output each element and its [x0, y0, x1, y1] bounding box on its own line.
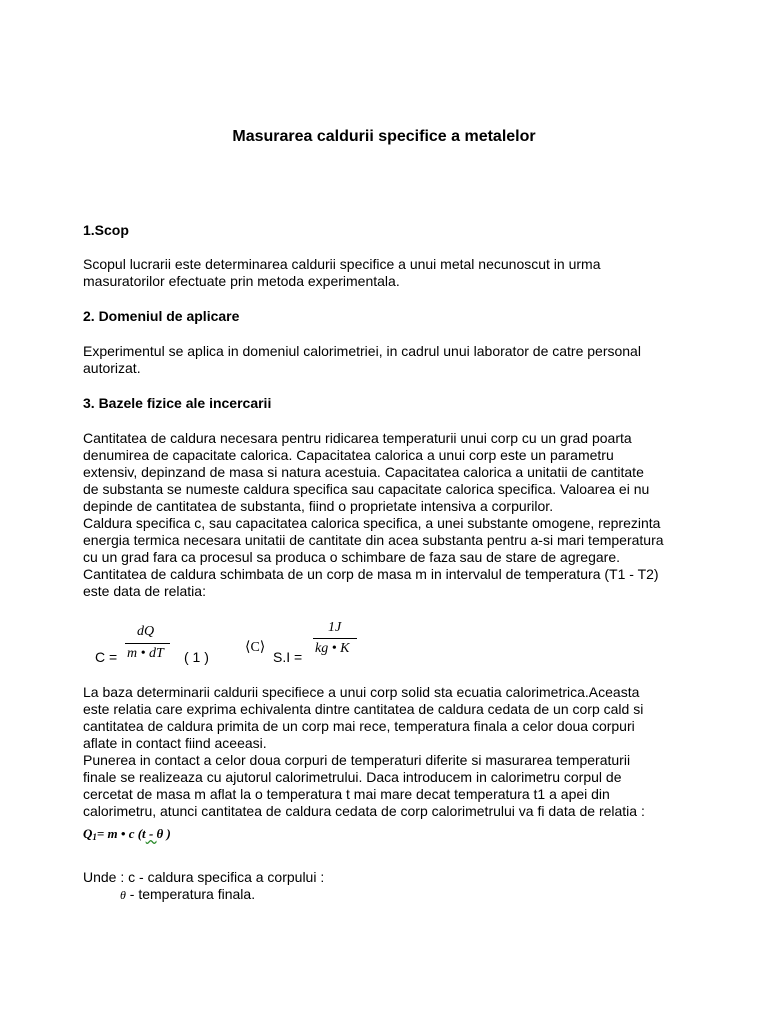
- paragraph-line: Experimentul se aplica in domeniul calorimetriei, in cadrul unui laborator de catre personal: [83, 343, 641, 359]
- theta-symbol: θ: [120, 888, 126, 902]
- paragraph-calorimetric-equation: [83, 684, 723, 820]
- paragraph-line: cu un grad fara ca procesul sa produca o schimbare de faza sau de stare de agregare.: [83, 549, 620, 565]
- paragraph-line: Cantitatea de caldura schimbata de un corp de masa m in intervalul de temperatura (T1 - T2): [83, 566, 659, 582]
- formula-denominator: m • dT: [127, 646, 164, 661]
- paragraph-line: este data de relatia:: [83, 583, 206, 599]
- paragraph-line: calorimetru, atunci cantitatea de caldura cedata de corp calorimetrului va fi data de relatia :: [83, 803, 645, 819]
- paragraph-line: de substanta se numeste caldura specifica sau capacitate calorica specifica. Valoarea ei nu: [83, 481, 650, 497]
- formula-q-subscript: 1: [92, 832, 97, 842]
- paragraph-line: cantitatea de caldura primita de un corp mai rece, temperatura finala a celor doua corpuri: [83, 718, 635, 734]
- formula-body: = m • c (t: [96, 826, 146, 841]
- paragraph-line: extensiv, depinzand de masa si natura acestuia. Capacitatea calorica a unitatii de cantitate: [83, 464, 644, 480]
- section-heading-scop: 1.Scop: [83, 222, 129, 238]
- unit-symbol: ⟨C⟩: [245, 640, 266, 655]
- formula-q: Q: [83, 826, 93, 841]
- document-title: Masurarea caldurii specifice a metalelor: [232, 128, 536, 145]
- fraction-line: [313, 638, 357, 639]
- paragraph-line: Cantitatea de caldura necesara pentru ridicarea temperaturii unui corp cu un grad poarta: [83, 430, 632, 446]
- unit-denominator: kg • K: [315, 641, 350, 656]
- section-heading-domeniu: 2. Domeniul de aplicare: [83, 308, 240, 324]
- paragraph-line: cercetat de masa m aflat la o temperatura t mai mare decat temperatura t1 a apei din: [83, 786, 610, 802]
- section-heading-bazele-fizice: 3. Bazele fizice ale incercarii: [83, 395, 272, 411]
- paragraph-line: Scopul lucrarii este determinarea caldurii specifice a unui metal necunoscut in urma: [83, 256, 601, 272]
- paragraph-line: este relatia care exprima echivalenta dintre cantitatea de caldura cedata de un corp cald si: [83, 701, 644, 717]
- legend-line-specific-heat: Unde : c - caldura specifica a corpului :: [83, 869, 325, 885]
- legend-text: - temperatura finala.: [125, 886, 256, 902]
- paragraph-line: masuratorilor efectuate prin metoda experimentala.: [83, 273, 400, 289]
- formula-end: θ ): [156, 826, 171, 841]
- paragraph-line: autorizat.: [83, 360, 141, 376]
- formula-numerator: dQ: [137, 624, 155, 639]
- fraction-line: [125, 643, 170, 644]
- formula-number: ( 1 ): [184, 649, 209, 665]
- paragraph-line: La baza determinarii caldurii specifiece a unui corp solid sta ecuatia calorimetrica.Aceasta: [83, 684, 640, 700]
- paragraph-line: energia termica necesara unitatii de cantitate din acea substanta pentru a-si mari temperatura: [83, 532, 664, 548]
- legend-line-final-temperature: [120, 886, 255, 903]
- paragraph-line: Caldura specifica c, sau capacitatea calorica specifica, a unei substante omogene, reprezinta: [83, 515, 661, 531]
- formula-heat-released: [83, 826, 171, 842]
- paragraph-scop: [83, 256, 723, 290]
- formula-lhs: C =: [95, 649, 118, 665]
- paragraph-domeniu: [83, 343, 723, 377]
- paragraph-bazele-fizice: [83, 430, 723, 600]
- paragraph-line: aflate in contact fiind aceeasi.: [83, 735, 267, 751]
- paragraph-line: denumirea de capacitate calorica. Capacitatea calorica a unui corp este un parametru: [83, 447, 614, 463]
- unit-numerator: 1J: [328, 620, 342, 635]
- paragraph-line: finale se realizeaza cu ajutorul calorimetrului. Daca introducem in calorimetru corpul de: [83, 769, 622, 785]
- unit-system: S.I =: [273, 649, 303, 665]
- paragraph-line: depinde de cantitatea de substanta, fiind o proprietate intensiva a corpurilor.: [83, 498, 554, 514]
- paragraph-line: Punerea in contact a celor doua corpuri de temperaturi diferite si masurarea temperaturii: [83, 752, 631, 768]
- formula-minus: -: [145, 826, 157, 841]
